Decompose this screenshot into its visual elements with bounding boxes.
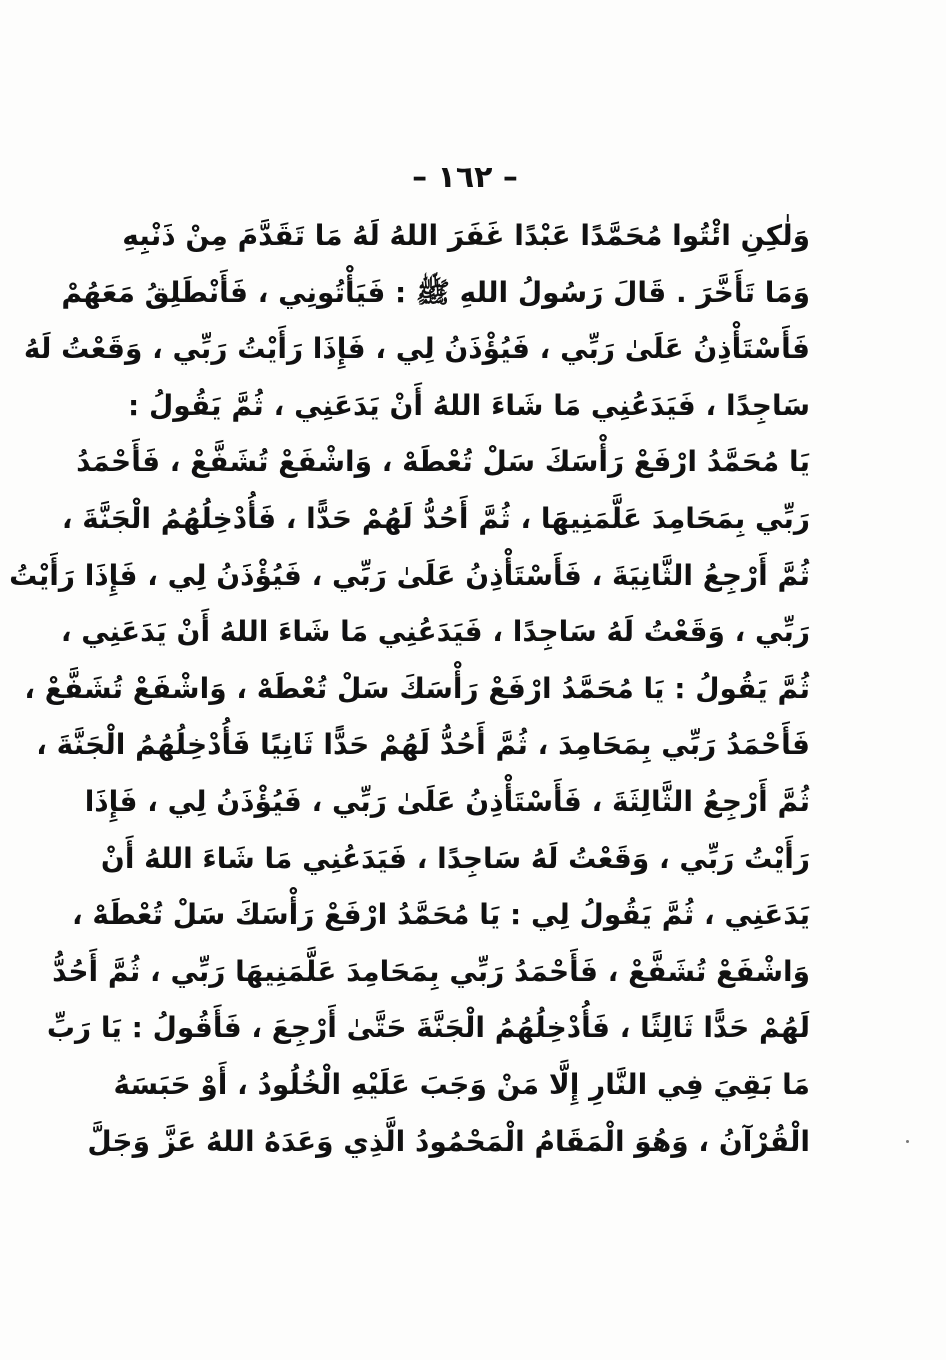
text-line-6: رَبِّي بِمَحَامِدَ عَلَّمَنِيهَا ، ثُمَّ أَحُدُّ لَهُمْ حَدًّا ، فَأُدْخِلُهُمُ الْجَنَّةَ ،	[61, 501, 810, 535]
text-line-1: وَلٰكِنِ ائْتُوا مُحَمَّدًا عَبْدًا غَفَرَ اللهُ لَهُ مَا تَقَدَّمَ مِنْ ذَنْبِهِ	[122, 219, 810, 252]
text-line-3: فَأَسْتَأْذِنُ عَلَىٰ رَبِّي ، فَيُؤْذَنُ لِي ، فَإِذَا رَأَيْتُ رَبِّي ، وَقَعْتُ لَهُ	[23, 332, 810, 366]
body-text	[9, 208, 810, 1170]
text-line-4: سَاجِدًا ، فَيَدَعُنِي مَا شَاءَ اللهُ أَنْ يَدَعَنِي ، ثُمَّ يَقُولُ :	[128, 388, 810, 422]
text-line-17: الْقُرْآنُ ، وَهُوَ الْمَقَامُ الْمَحْمُودُ الَّذِي وَعَدَهُ اللهُ عَزَّ وَجَلَّ	[87, 1124, 810, 1158]
text-line-7: ثُمَّ أَرْجِعُ الثَّانِيَةَ ، فَأَسْتَأْذِنُ عَلَىٰ رَبِّي ، فَيُؤْذَنُ لِي ، فَإِذَا رَأَيْتُ	[9, 558, 810, 592]
text-line-5: يَا مُحَمَّدُ ارْفَعْ رَأْسَكَ سَلْ تُعْطَهْ ، وَاشْفَعْ تُشَفَّعْ ، فَأَحْمَدُ	[76, 445, 810, 479]
text-line-16: مَا بَقِيَ فِي النَّارِ إِلَّا مَنْ وَجَبَ عَلَيْهِ الْخُلُودُ ، أَوْ حَبَسَهُ	[113, 1067, 810, 1101]
text-line-8: رَبِّي ، وَقَعْتُ لَهُ سَاجِدًا ، فَيَدَعُنِي مَا شَاءَ اللهُ أَنْ يَدَعَنِي ،	[60, 615, 810, 649]
text-line-10: فَأَحْمَدُ رَبِّي بِمَحَامِدَ ، ثُمَّ أَحُدُّ لَهُمْ حَدًّا ثَانِيًا فَأُدْخِلُهُمُ الْجَنَّةَ ،	[36, 728, 810, 762]
text-line-2: وَمَا تَأَخَّرَ . قَالَ رَسُولُ اللهِ ﷺ : فَيَأْتُونِي ، فَأَنْطَلِقُ مَعَهُمْ	[61, 275, 810, 309]
text-line-15: لَهُمْ حَدًّا ثَالِثًا ، فَأُدْخِلُهُمُ الْجَنَّةَ حَتَّىٰ أَرْجِعَ ، فَأَقُولُ : يَا رَبِّ	[46, 1011, 810, 1045]
text-line-9: ثُمَّ يَقُولُ : يَا مُحَمَّدُ ارْفَعْ رَأْسَكَ سَلْ تُعْطَهْ ، وَاشْفَعْ تُشَفَّعْ ،	[24, 671, 810, 705]
text-line-12: رَأَيْتُ رَبِّي ، وَقَعْتُ لَهُ سَاجِدًا ، فَيَدَعُنِي مَا شَاءَ اللهُ أَنْ	[100, 841, 810, 875]
text-line-14: وَاشْفَعْ تُشَفَّعْ ، فَأَحْمَدُ رَبِّي بِمَحَامِدَ عَلَّمَنِيهَا رَبِّي ، ثُمَّ أَحُدُّ	[52, 954, 810, 988]
scan-speck	[906, 1140, 909, 1143]
text-line-11: ثُمَّ أَرْجِعُ الثَّالِثَةَ ، فَأَسْتَأْذِنُ عَلَىٰ رَبِّي ، فَيُؤْذَنُ لِي ، فَإِذَا	[84, 784, 810, 818]
page-number: – ١٦٢ –	[412, 160, 518, 195]
text-line-13: يَدَعَنِي ، ثُمَّ يَقُولُ لِي : يَا مُحَمَّدُ ارْفَعْ رَأْسَكَ سَلْ تُعْطَهْ ،	[72, 898, 810, 932]
